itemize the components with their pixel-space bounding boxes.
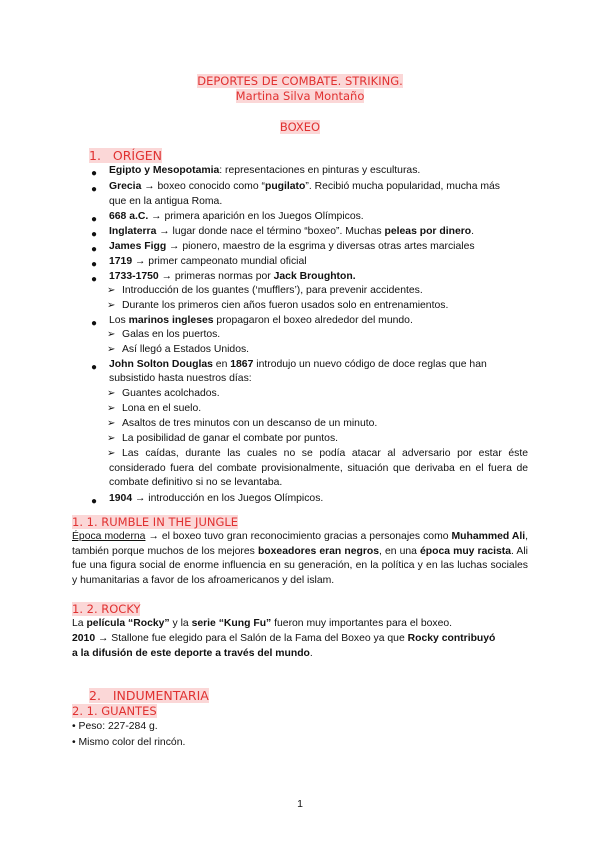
bullet-icon: ● <box>91 214 98 225</box>
rocky-line-1: La película “Rocky” y la serie “Kung Fu” fueron muy importantes para el boxeo. <box>72 618 453 629</box>
list-item: 1719 → primer campeonato mundial oficial <box>109 256 307 267</box>
list-item-continuation: que en la antigua Roma. <box>109 196 223 207</box>
sub-list-item: Asaltos de tres minutos con un descanso de un minuto. <box>122 418 378 429</box>
list-item: • Peso: 227-284 g. <box>72 721 158 732</box>
sub-list-item: La posibilidad de ganar el combate por puntos. <box>122 433 339 444</box>
list-item: 1733-1750 → primeras normas por Jack Broughton. <box>109 271 356 282</box>
bullet-icon: ● <box>91 362 98 373</box>
sub-list-item: Lona en el suelo. <box>122 403 202 414</box>
rocky-line-3: a la difusión de este deporte a través del mundo. <box>72 648 313 659</box>
sub-list-item: Guantes acolchados. <box>122 388 220 399</box>
rocky-line-2: 2010 → Stallone fue elegido para el Salón de la Fama del Boxeo ya que Rocky contribuyó <box>72 633 496 644</box>
document-title: DEPORTES DE COMBATE. STRIKING. <box>197 74 403 88</box>
arrow-bullet-icon: ➢ <box>107 329 116 340</box>
bullet-icon: ● <box>91 184 98 195</box>
bullet-icon: ● <box>91 259 98 270</box>
bullet-icon: ● <box>91 168 98 179</box>
sub-list-item: Durante los primeros cien años fueron usados solo en entrenamientos. <box>122 300 449 311</box>
list-item: 668 a.C. → primera aparición en los Juegos Olímpicos. <box>109 211 364 222</box>
list-item: Inglaterra → lugar donde nace el término “boxeo”. Muchas peleas por dinero. <box>109 226 475 237</box>
sub-list-item: Las caídas, durante las cuales no se podía atacar al adversario por estar éste considerado fuera del combate provisionalmente, situación que derivaba en el fuera de combate definitivo si no se levantaba. <box>109 448 528 488</box>
arrow-bullet-icon: ➢ <box>107 388 116 399</box>
bullet-icon: ● <box>91 229 98 240</box>
arrow-bullet-icon: ➢ <box>107 403 116 414</box>
subsection-heading-rumble: 1. 1. RUMBLE IN THE JUNGLE <box>72 515 239 529</box>
page-number: 1 <box>297 798 303 810</box>
list-item: Egipto y Mesopotamia: representaciones en pinturas y esculturas. <box>109 165 421 176</box>
rumble-paragraph: Época moderna → el boxeo tuvo gran reconocimiento gracias a personajes como Muhammed Ali, también porque muchos de los mejores boxeadores eran negros, en una época muy racista. Ali fue una figura social de enorme influencia en su generación, en la política y en las luchas sociales y humanitarias a favor de los afroamericanos y del islam. <box>72 531 528 586</box>
list-item: Grecia → boxeo conocido como “pugilato”. Recibió mucha popularidad, mucha más <box>109 181 501 192</box>
author-name: Martina Silva Montaño <box>235 89 365 103</box>
sport-title: BOXEO <box>279 120 321 134</box>
arrow-bullet-icon: ➢ <box>107 418 116 429</box>
bullet-icon: ● <box>91 274 98 285</box>
bullet-icon: ● <box>91 496 98 507</box>
subsection-heading-guantes: 2. 1. GUANTES <box>72 704 157 718</box>
sub-list-item: Así llegó a Estados Unidos. <box>122 344 250 355</box>
arrow-bullet-icon: ➢ <box>107 300 116 311</box>
arrow-bullet-icon: ➢ <box>107 448 116 459</box>
arrow-bullet-icon: ➢ <box>107 433 116 444</box>
arrow-bullet-icon: ➢ <box>107 344 116 355</box>
list-item: James Figg → pionero, maestro de la esgrima y diversas otras artes marciales <box>109 241 475 252</box>
subsection-heading-rocky: 1. 2. ROCKY <box>72 602 141 616</box>
list-item: Los marinos ingleses propagaron el boxeo alrededor del mundo. <box>109 315 413 326</box>
sub-list-item: Galas en los puertos. <box>122 329 221 340</box>
sub-list-item: Introducción de los guantes (‘mufflers’), para prevenir accidentes. <box>122 285 423 296</box>
bullet-icon: ● <box>91 318 98 329</box>
list-item: 1904 → introducción en los Juegos Olímpicos. <box>109 493 324 504</box>
section-heading-origen: 1. ORÍGEN <box>89 148 163 163</box>
list-item: • Mismo color del rincón. <box>72 737 186 748</box>
arrow-bullet-icon: ➢ <box>107 285 116 296</box>
list-item-continuation: subsistido hasta nuestros días: <box>109 373 252 384</box>
bullet-icon: ● <box>91 244 98 255</box>
list-item: John Solton Douglas en 1867 introdujo un nuevo código de doce reglas que han <box>109 359 487 370</box>
section-heading-indumentaria: 2. INDUMENTARIA <box>89 688 209 703</box>
